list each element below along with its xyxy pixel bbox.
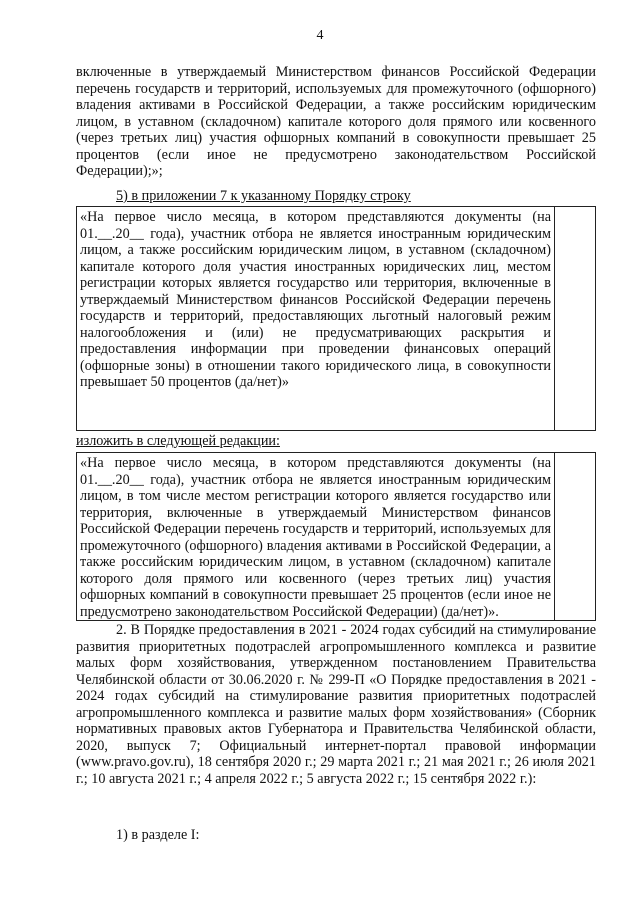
new-row-table xyxy=(76,452,596,621)
old-row-text: «На первое число месяца, в котором представляются документы (на 01.__.20__ года), участник отбора не является иностранным юридическим лицом, а также российским юридическим лицом, в уставном (складочном) капитале которого доля участия иностранных юридических лиц, местом регистрации которых является государство или территория, включенные в утверждаемый Министерством финансов Российской Федерации перечень государств и территорий, предоставляющих льготный налоговый режим налогообложения и (или) не предусматривающих раскрытия и предоставления информации при проведении финансовых операций (офшорные зоны) в отношении такого юридического лица, в совокупности превышает 50 процентов (да/нет)» xyxy=(80,209,551,390)
item-1-line: 1) в разделе I: xyxy=(116,827,200,843)
intro-paragraph: включенные в утверждаемый Министерством финансов Российской Федерации перечень государств и территорий, используемых для промежуточного (офшорного) владения активами в Российской Федерации, а также российским юридическим лицом, в уставном (складочном) капитале которого доля прямого или косвенного (через третьих лиц) участия офшорных компаний в совокупности превышает 25 процентов (если иное не предусмотрено законодательством Российской Федерации);»; xyxy=(76,64,596,179)
new-row-value-cell xyxy=(554,453,595,620)
page-number: 4 xyxy=(316,28,324,43)
item-2-paragraph: 2. В Порядке предоставления в 2021 - 2024 годах субсидий на стимулирование развития приоритетных подотраслей агропромышленного комплекса и развитие малых форм хозяйствования, утвержденном постановлением Правительства Челябинской области от 30.06.2020 г. № 299-П «О Порядке предоставления в 2021 - 2024 годах субсидий на стимулирование развития приоритетных подотраслей агропромышленного комплекса и развитие малых форм хозяйствования» (Сборник нормативных правовых актов Губернатора и Правительства Челябинской области, 2020, выпуск 7; Официальный интернет-портал правовой информации (www.pravo.gov.ru), 18 сентября 2020 г.; 29 марта 2021 г.; 21 мая 2021 г.; 26 июля 2021 г.; 10 августа 2021 г.; 4 апреля 2022 г.; 5 августа 2022 г.; 15 сентября 2022 г.): xyxy=(76,622,596,787)
replace-line: изложить в следующей редакции: xyxy=(76,433,280,449)
old-row-value-cell xyxy=(554,207,595,430)
item-5-line: 5) в приложении 7 к указанному Порядку строку xyxy=(116,188,411,204)
old-row-table xyxy=(76,206,596,431)
new-row-text: «На первое число месяца, в котором представляются документы (на 01.__.20__ года), участник отбора не является иностранным юридическим лицом, в том числе местом регистрации которого является государство или территория, включенные в утверждаемый Министерством финансов Российской Федерации перечень государств и территорий, используемых для промежуточного (офшорного) владения активами в Российской Федерации, а также российским юридическим лицом, в уставном (складочном) капитале которого доля прямого или косвенного (через третьих лиц) участия офшорных компаний в совокупности превышает 25 процентов (если иное не предусмотрено законодательством Российской Федерации) (да/нет)». xyxy=(80,455,551,620)
